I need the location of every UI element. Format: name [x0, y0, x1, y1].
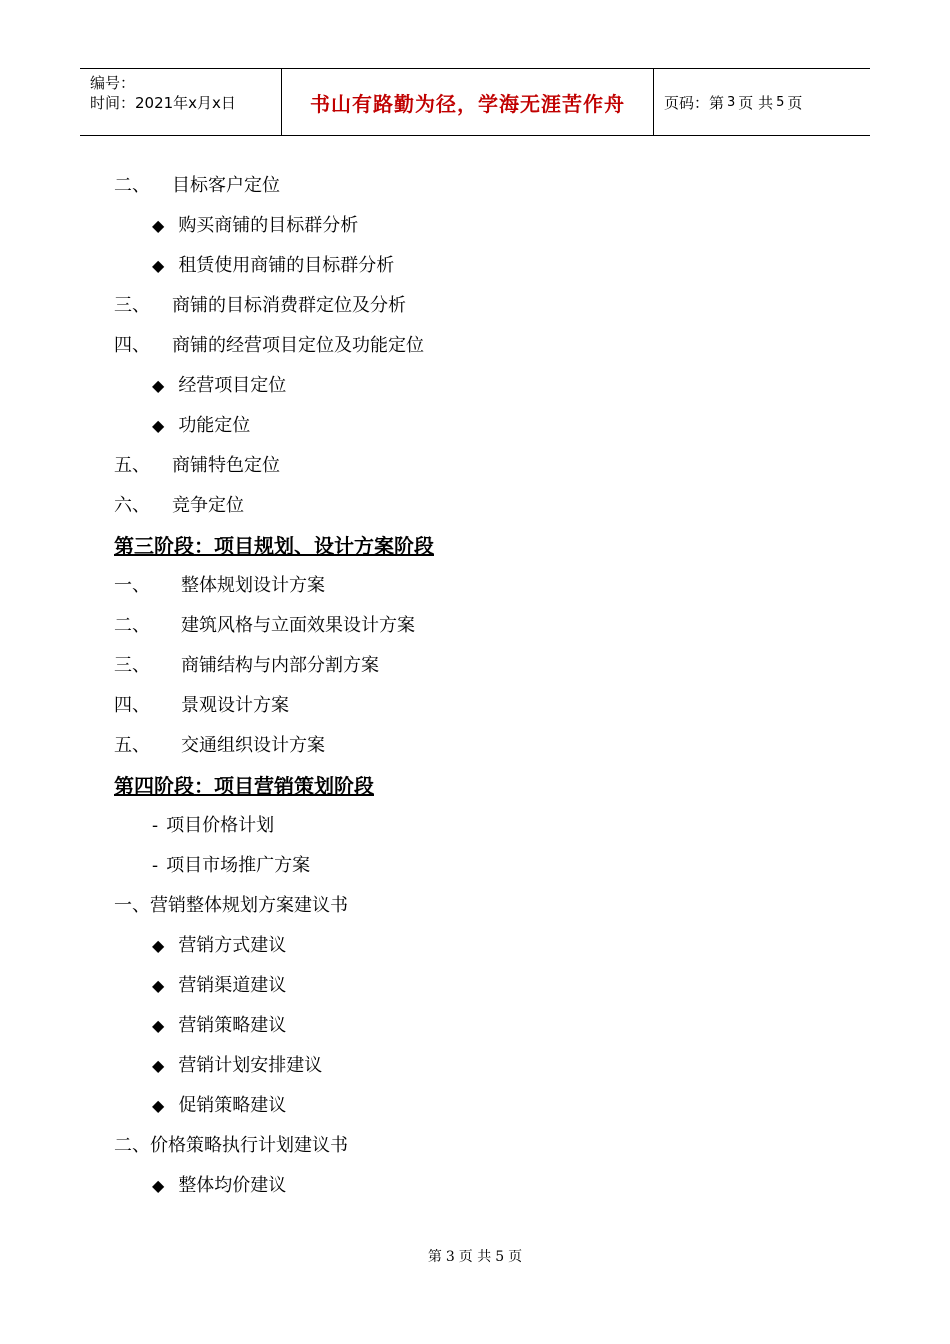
- list-item: 一、营销整体规划方案建议书: [114, 895, 348, 916]
- list-item: 三、 商铺结构与内部分割方案: [114, 655, 379, 676]
- document-header: [80, 68, 870, 136]
- section-heading: 第四阶段：项目营销策划阶段: [114, 774, 374, 798]
- header-motto: 书山有路勤为径，学海无涯苦作舟: [282, 69, 654, 135]
- list-item: 一、 整体规划设计方案: [114, 575, 325, 596]
- list-item: 三、 商铺的目标消费群定位及分析: [114, 295, 406, 316]
- list-item: 二、 目标客户定位: [114, 175, 280, 196]
- diamond-bullet-icon: ◆: [152, 216, 165, 235]
- list-item: ◆ 营销策略建议: [152, 1015, 287, 1036]
- dash-bullet-icon: -: [152, 815, 159, 836]
- list-item: ◆ 购买商铺的目标群分析: [152, 215, 359, 236]
- diamond-bullet-icon: ◆: [152, 1056, 165, 1075]
- diamond-bullet-icon: ◆: [152, 1016, 165, 1035]
- diamond-bullet-icon: ◆: [152, 976, 165, 995]
- list-item: ◆ 营销计划安排建议: [152, 1055, 323, 1076]
- list-item: 四、 景观设计方案: [114, 695, 289, 716]
- header-page-info: [654, 69, 870, 135]
- header-info-cell: [80, 69, 282, 135]
- list-item: ◆ 促销策略建议: [152, 1095, 287, 1116]
- page-suffix: 页: [787, 93, 803, 112]
- diamond-bullet-icon: ◆: [152, 376, 165, 395]
- list-item: ◆ 经营项目定位: [152, 375, 287, 396]
- list-item: ◆ 整体均价建议: [152, 1175, 287, 1196]
- diamond-bullet-icon: ◆: [152, 416, 165, 435]
- list-item: 四、 商铺的经营项目定位及功能定位: [114, 335, 424, 356]
- dash-bullet-icon: -: [152, 855, 159, 876]
- list-item: 二、价格策略执行计划建议书: [114, 1135, 348, 1156]
- list-item: - 项目市场推广方案: [152, 855, 311, 876]
- time-label: 时间：2021年x月x日: [90, 94, 236, 112]
- page-footer: 第 3 页 共 5 页: [427, 1249, 523, 1265]
- list-item: ◆ 租赁使用商铺的目标群分析: [152, 255, 395, 276]
- diamond-bullet-icon: ◆: [152, 1176, 165, 1195]
- diamond-bullet-icon: ◆: [152, 936, 165, 955]
- page-prefix: 页码：第: [664, 93, 725, 112]
- page-total: 5: [776, 94, 785, 110]
- number-label: 编号：: [90, 74, 136, 92]
- diamond-bullet-icon: ◆: [152, 1096, 165, 1115]
- page-current: 3: [727, 94, 736, 110]
- list-item: 五、 交通组织设计方案: [114, 735, 325, 756]
- list-item: ◆ 营销方式建议: [152, 935, 287, 956]
- diamond-bullet-icon: ◆: [152, 256, 165, 275]
- list-item: 二、 建筑风格与立面效果设计方案: [114, 615, 415, 636]
- list-item: ◆ 营销渠道建议: [152, 975, 287, 996]
- page-mid: 页 共: [738, 93, 774, 112]
- section-heading: 第三阶段：项目规划、设计方案阶段: [114, 534, 434, 558]
- list-item: 五、 商铺特色定位: [114, 455, 280, 476]
- list-item: - 项目价格计划: [152, 815, 275, 836]
- list-item: ◆ 功能定位: [152, 415, 251, 436]
- list-item: 六、 竞争定位: [114, 495, 244, 516]
